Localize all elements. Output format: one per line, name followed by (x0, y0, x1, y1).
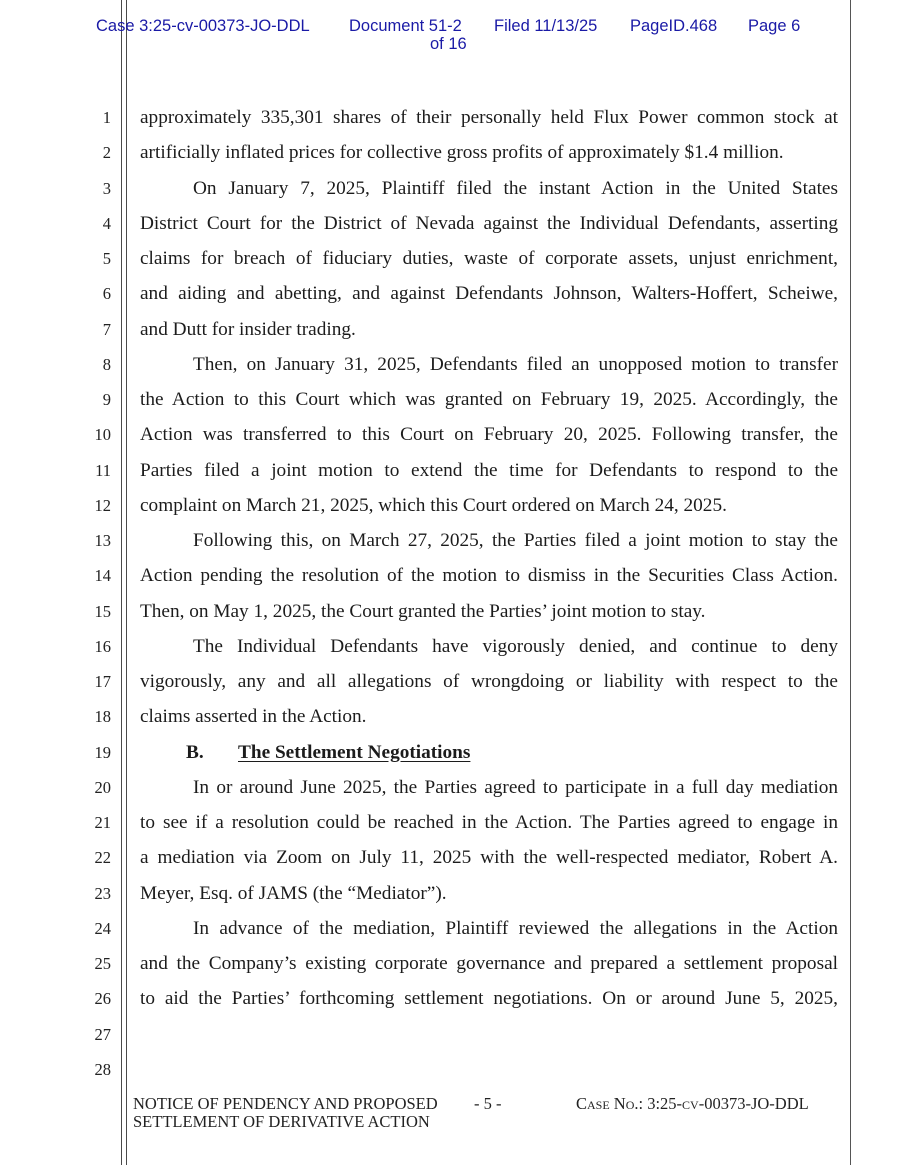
text-line: In or around June 2025, the Parties agreed to participate in a full day mediation (193, 776, 838, 798)
line-number: 28 (94, 1059, 111, 1079)
footer-case-number (576, 1095, 809, 1113)
footer-page-number: - 5 - (474, 1094, 502, 1113)
line-number: 11 (95, 460, 111, 480)
footer-title-line-2: SETTLEMENT OF DERIVATIVE ACTION (133, 1112, 430, 1131)
line-number: 3 (102, 178, 111, 198)
line-number: 9 (102, 390, 111, 409)
line-number: 25 (94, 954, 111, 973)
header-page-id: PageID.468 (630, 17, 718, 35)
header-document-number: Document 51-2 (349, 17, 462, 35)
text-line: complaint on March 21, 2025, which this Court ordered on March 24, 2025. (140, 494, 727, 516)
line-number: 8 (102, 354, 111, 374)
text-line: vigorously, any and all allegations of wrongdoing or liability with respect to the (140, 671, 838, 692)
line-number: 19 (94, 742, 111, 762)
line-number: 18 (94, 707, 111, 727)
line-number: 20 (94, 777, 111, 797)
text-line: Action was transferred to this Court on February 20, 2025. Following transfer, the (140, 424, 838, 446)
line-number: 12 (94, 495, 111, 515)
text-line: a mediation via Zoom on July 11, 2025 with the well-respected mediator, Robert A. (140, 847, 838, 869)
text-line: Action pending the resolution of the motion to dismiss in the Securities Class Action. (140, 565, 838, 587)
section-heading (186, 741, 470, 765)
line-number: 13 (94, 531, 111, 550)
line-number: 21 (94, 813, 111, 832)
line-number: 26 (94, 989, 111, 1009)
right-margin-rule (850, 0, 851, 1165)
text-line: and the Company’s existing corporate governance and prepared a settlement proposal (140, 953, 838, 974)
line-number: 1 (102, 108, 111, 127)
text-line: Following this, on March 27, 2025, the Parties filed a joint motion to stay the (193, 530, 838, 551)
line-number: 7 (102, 319, 111, 339)
header-filed-date: Filed 11/13/25 (494, 17, 598, 35)
text-line: approximately 335,301 shares of their personally held Flux Power common stock at (140, 107, 838, 128)
left-margin-rule-outer (121, 0, 122, 1165)
text-line: Meyer, Esq. of JAMS (the “Mediator”). (140, 882, 447, 904)
line-number: 4 (102, 213, 111, 233)
text-line: the Action to this Court which was granted on February 19, 2025. Accordingly, the (140, 389, 838, 410)
text-line: In advance of the mediation, Plaintiff reviewed the allegations in the Action (193, 917, 838, 939)
line-number: 17 (94, 672, 111, 691)
section-heading-letter: B. (186, 741, 204, 763)
footer-case-label: Case No.: (576, 1094, 644, 1113)
line-number: 14 (94, 566, 111, 586)
section-heading-title: The Settlement Negotiations (238, 741, 471, 763)
line-number: 10 (94, 425, 111, 445)
line-number: 27 (94, 1024, 111, 1044)
text-line: to see if a resolution could be reached in the Action. The Parties agreed to engage in (140, 812, 838, 833)
text-line: to aid the Parties’ forthcoming settlement negotiations. On or around June 5, 2025, (140, 988, 838, 1010)
text-line: The Individual Defendants have vigorously denied, and continue to deny (193, 635, 838, 657)
line-number: 16 (94, 636, 111, 656)
text-line: and aiding and abetting, and against Defendants Johnson, Walters-Hoffert, Scheiwe, (140, 283, 838, 305)
text-line: On January 7, 2025, Plaintiff filed the instant Action in the United States (193, 177, 838, 199)
text-line: claims asserted in the Action. (140, 706, 367, 728)
text-line: Then, on May 1, 2025, the Court granted the Parties’ joint motion to stay. (140, 600, 706, 622)
left-margin-rule-inner (126, 0, 127, 1165)
line-number: 23 (94, 883, 111, 903)
line-number: 2 (102, 143, 111, 163)
footer-case-value: 3:25-cv-00373-JO-DDL (647, 1094, 809, 1113)
text-line: artificially inflated prices for collective gross profits of approximately $1.4 million. (140, 142, 784, 164)
header-document-of: of 16 (430, 35, 467, 53)
footer-title-line-1: NOTICE OF PENDENCY AND PROPOSED (133, 1094, 438, 1113)
header-page: Page 6 (748, 17, 801, 35)
text-line: Then, on January 31, 2025, Defendants filed an unopposed motion to transfer (193, 353, 838, 375)
footer-document-title (133, 1095, 438, 1131)
line-number: 5 (102, 249, 111, 268)
line-number: 15 (94, 601, 111, 621)
line-number: 24 (94, 918, 111, 938)
line-number: 22 (94, 848, 111, 868)
text-line: District Court for the District of Nevada against the Individual Defendants, asserting (140, 212, 838, 234)
header-case-number: Case 3:25-cv-00373-JO-DDL (96, 17, 310, 35)
text-line: claims for breach of fiduciary duties, waste of corporate assets, unjust enrichment, (140, 248, 838, 269)
text-line: and Dutt for insider trading. (140, 318, 356, 340)
line-number: 6 (102, 284, 111, 304)
text-line: Parties filed a joint motion to extend the time for Defendants to respond to the (140, 459, 838, 481)
